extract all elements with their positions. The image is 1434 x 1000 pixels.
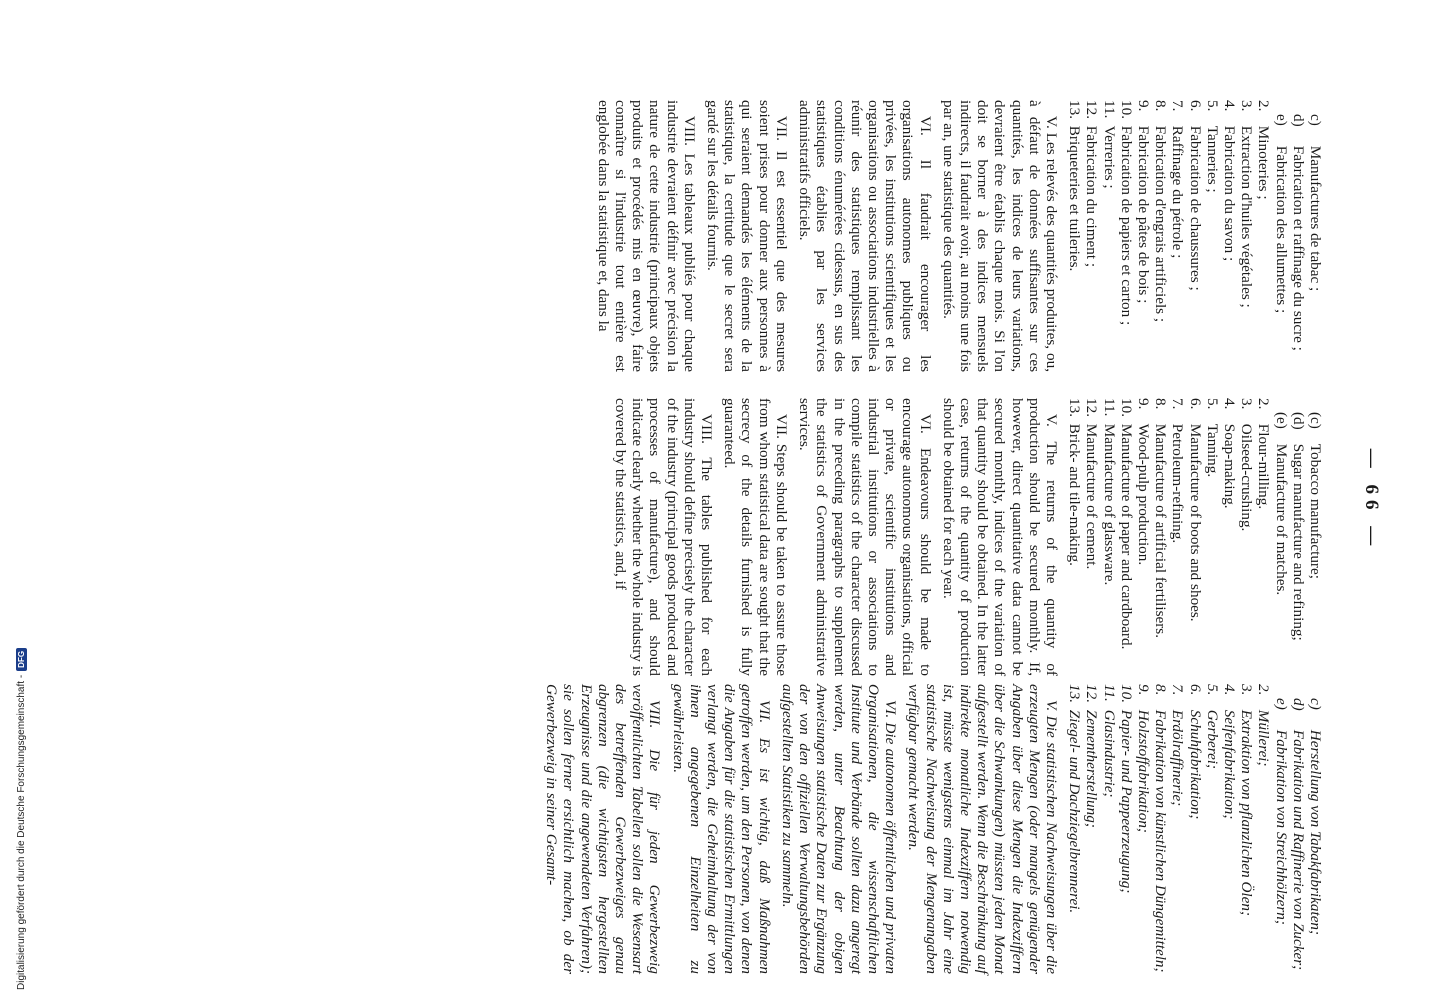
list-item xyxy=(1186,100,1203,372)
item-label: Petroleum-refining. xyxy=(1169,423,1187,544)
list-item xyxy=(1066,398,1083,676)
item-number: 12. xyxy=(1083,684,1101,703)
item-number: 2. xyxy=(1255,684,1273,696)
item-number: 8. xyxy=(1152,100,1170,112)
item-label: Fabrication de pâtes de bois ; xyxy=(1134,125,1152,304)
item-number: 6. xyxy=(1186,398,1204,410)
item-label: Briqueteries et tuileries. xyxy=(1066,125,1084,272)
item-label: Manufacture of glassware. xyxy=(1100,423,1118,586)
item-number: 2. xyxy=(1255,398,1273,410)
list-item xyxy=(1307,100,1324,372)
item-number: 4. xyxy=(1220,398,1238,410)
item-number: 7. xyxy=(1169,398,1187,410)
item-number: e) xyxy=(1272,698,1290,710)
item-label: Extraktion von pflanzlichen Ölen; xyxy=(1238,709,1256,917)
item-label: Soap-making. xyxy=(1220,423,1238,509)
item-label: Fabrikation von Streichhölzern; xyxy=(1272,729,1290,925)
list-item xyxy=(1066,100,1083,372)
list-item xyxy=(1152,100,1169,372)
industry-list-german xyxy=(1066,684,1324,974)
item-number: (d) xyxy=(1289,412,1307,430)
list-item xyxy=(1118,100,1135,372)
item-label: Holzstoffabrikation; xyxy=(1134,709,1152,833)
paragraph: V. Die statistischen Nachweisungen über die erzeugten Mengen (oder mangels genügender Angaben über diese Mengen die Indexziffern über die Schwankungen) müssten jeden Monat aufgestellt werden. Wenn die Beschränkung auf indirekte monatliche Indexziffern notwendig ist, müsste wenigstens einmal im Jahr eine statistische Nachweisung der Mengenangaben verfügbar gemacht werden. xyxy=(905,684,1060,974)
paragraphs-english xyxy=(612,398,1060,676)
item-label: Fabrikation und Raffinerie von Zucker; xyxy=(1289,729,1307,971)
paragraphs-german xyxy=(543,684,1060,974)
list-item xyxy=(1204,100,1221,372)
paragraphs-french xyxy=(595,100,1060,372)
paragraph: VIII. The tables published for each industry should define precisely the character of the industry (principal goods produced and processes of manufacture), and should indicate clearly whether the whole industry is covered by the statistics, and, if xyxy=(612,398,716,676)
item-label: Glasindustrie; xyxy=(1100,709,1118,798)
list-item xyxy=(1186,398,1203,676)
list-item xyxy=(1083,398,1100,676)
credit-text: Digitalisierung gefördert durch die Deutsche Forschungsgemeinschaft - xyxy=(16,674,27,990)
item-number: (c) xyxy=(1307,412,1324,429)
item-label: Manufacture of cement. xyxy=(1083,423,1101,570)
item-number: d) xyxy=(1289,114,1307,127)
item-number: 5. xyxy=(1203,684,1221,696)
list-item xyxy=(1066,684,1083,974)
item-label: Manufacture of paper and cardboard. xyxy=(1117,423,1135,650)
item-label: Müllerei; xyxy=(1255,709,1273,767)
item-number: 12. xyxy=(1083,100,1101,119)
item-label: Oilseed-crushing. xyxy=(1238,423,1256,532)
item-number: 13. xyxy=(1066,100,1084,119)
item-number: e) xyxy=(1272,114,1290,126)
paragraph: VII. Il est essentiel que des mesures soient prises pour donner aux personnes à qui seraient demandés les éléments de la statistique, la certitude que le secret sera gardé sur les détails fournis. xyxy=(704,100,790,372)
list-item xyxy=(1221,398,1238,676)
item-number: 5. xyxy=(1203,398,1221,410)
item-label: Fabrication des allumettes ; xyxy=(1272,145,1290,314)
list-item xyxy=(1118,684,1135,974)
list-item xyxy=(1169,398,1186,676)
item-number: 10. xyxy=(1117,100,1135,119)
paragraph: V. The returns of the quantity of production should be secured monthly. If, however, direct quantitative data cannot be secured monthly, indices of the variation of that quantity should be obtained. In the latter case, returns of the quantity of production should be obtained for each year. xyxy=(939,398,1060,676)
item-number: 10. xyxy=(1117,398,1135,417)
item-number: 8. xyxy=(1152,684,1170,696)
item-label: Raffinage du pétrole ; xyxy=(1169,125,1187,259)
item-label: Verreries ; xyxy=(1100,125,1118,189)
list-item xyxy=(1255,398,1272,676)
list-item xyxy=(1238,398,1255,676)
industry-list-french xyxy=(1066,100,1324,372)
item-number: 13. xyxy=(1066,398,1084,417)
item-label: Fabrication et raffinage du sucre ; xyxy=(1289,145,1307,351)
item-number: 11. xyxy=(1100,100,1118,119)
column-french xyxy=(595,100,1324,372)
item-label: Ziegel- und Dachziegelbrennerei. xyxy=(1066,709,1084,914)
paragraph: VIII. Les tableaux publiés pour chaque industrie devraient définir avec précision la nature de cette industrie (principaux objets produits et procédés mis en œuvre), faire connaître si l'industrie tout entière est englobée dans la statistique et, dans la xyxy=(594,100,698,372)
list-item xyxy=(1204,398,1221,676)
item-label: Zementherstellung; xyxy=(1083,709,1101,828)
list-item xyxy=(1100,100,1117,372)
item-label: Papier- und Pappeerzeugung; xyxy=(1117,709,1135,894)
paragraph: VI. Endeavours should be made to encourage autonomous organisations, official or private, scientific institutions and industrial institutions or associations to compile statistics of the character discussed in the preceding paragraphs to supplement the statistics of Government administrative services. xyxy=(796,398,934,676)
paragraph: V. Les relevés des quantités produites, ou, à défaut de données suffisantes sur ces quantités, les indices de leurs variations, devraient être établis chaque mois. Si l'on doit se borner à des indices mensuels indirects, il faudrait avoir, au moins une fois par an, une statistique des quantités. xyxy=(939,100,1060,372)
list-item xyxy=(1135,398,1152,676)
list-item xyxy=(1100,398,1117,676)
list-item xyxy=(1204,684,1221,974)
list-item xyxy=(1255,684,1272,974)
item-label: Flour-milling. xyxy=(1255,423,1273,510)
list-item xyxy=(1118,398,1135,676)
list-item xyxy=(1272,398,1289,676)
list-item xyxy=(1255,100,1272,372)
item-number: 2. xyxy=(1255,100,1273,112)
item-label: Tobacco manufacture; xyxy=(1307,443,1324,579)
list-item xyxy=(1238,100,1255,372)
item-label: Tanning. xyxy=(1203,423,1221,478)
item-number: 11. xyxy=(1100,684,1118,702)
item-number: c) xyxy=(1307,698,1324,710)
list-item xyxy=(1290,100,1307,372)
item-label: Wood-pulp production. xyxy=(1134,423,1152,566)
item-number: 3. xyxy=(1238,100,1256,112)
item-number: 12. xyxy=(1083,398,1101,417)
list-item xyxy=(1238,684,1255,974)
item-number: 13. xyxy=(1066,684,1084,703)
paragraph: VI. Il faudrait encourager les organisations autonomes publiques ou privées, les institutions scientifiques et les organisations ou associations industrielles à réunir des statistiques remplissant les conditions énumérées cidessus, en sus des statistiques établies par les services administratifs officiels. xyxy=(796,100,934,372)
page-number: — 66 — xyxy=(1361,448,1382,552)
item-label: Fabrication de chaussures ; xyxy=(1186,125,1204,291)
paragraph: VI. Die autonomen öffentlichen und privaten Organisationen, die wissenschaftlichen Institute und Verbände sollten dazu angeregt werden, unter Beachtung der obigen Anweisungen statistische Daten zur Ergänzung der von den offiziellen Verwaltungsbehörden aufgestellten Statistiken zu sammeln. xyxy=(778,684,900,974)
item-number: 4. xyxy=(1220,100,1238,112)
item-number: 8. xyxy=(1152,398,1170,410)
item-number: 3. xyxy=(1238,684,1256,696)
list-item xyxy=(1186,684,1203,974)
item-label: Manufacture of boots and shoes. xyxy=(1186,423,1204,622)
item-label: Fabrication de papiers et carton ; xyxy=(1117,125,1135,326)
item-label: Erdölraffinerie; xyxy=(1169,709,1187,807)
item-number: 4. xyxy=(1220,684,1238,696)
list-item xyxy=(1221,100,1238,372)
item-label: Manufacture of matches. xyxy=(1272,443,1290,596)
item-label: Brick- and tile-making. xyxy=(1066,423,1084,566)
item-number: 10. xyxy=(1117,684,1135,703)
item-number: d) xyxy=(1289,698,1307,711)
item-label: Extraction d'huiles végétales ; xyxy=(1238,125,1256,308)
item-label: Fabrication d'engrais artificiels ; xyxy=(1152,125,1170,323)
item-label: Fabrication du savon ; xyxy=(1220,125,1238,262)
list-item xyxy=(1083,100,1100,372)
list-item xyxy=(1272,684,1289,974)
item-label: Schuhfabrikation; xyxy=(1186,709,1204,820)
list-item xyxy=(1169,684,1186,974)
list-item xyxy=(1290,684,1307,974)
item-label: Manufactures de tabac ; xyxy=(1307,145,1324,292)
item-number: 9. xyxy=(1134,398,1152,410)
list-item xyxy=(1100,684,1117,974)
paragraph: VII. Es ist wichtig, daß Maßnahmen getroffen werden, um den Personen, von denen die Angaben für die statistischen Ermittlungen verlangt werden, die Geheimhaltung der von ihnen angegebenen Einzelheiten zu gewährleisten. xyxy=(669,684,773,974)
item-number: 7. xyxy=(1169,100,1187,112)
paragraph: VIII. Die für jeden Gewerbezweig veröffentlichten Tabellen sollen die Wesensart des betreffenden Gewerbezweiges genau abgrenzen (die wichtigsten hergestellten Erzeugnisse und die angewendeten Verfahren); sie sollen ferner ersichtlich machen, ob der Gewerbezweig in seiner Gesamt- xyxy=(543,684,664,974)
list-item xyxy=(1135,100,1152,372)
dfg-logo: DFG xyxy=(16,648,27,671)
item-number: 5. xyxy=(1203,100,1221,112)
item-number: 7. xyxy=(1169,684,1187,696)
item-label: Seifenfabrikation; xyxy=(1220,709,1238,820)
item-label: Herstellung von Tabakfabrikaten; xyxy=(1307,729,1324,936)
item-number: 11. xyxy=(1100,398,1118,417)
list-item xyxy=(1135,684,1152,974)
item-label: Tanneries ; xyxy=(1203,125,1221,193)
item-label: Minoteries ; xyxy=(1255,125,1273,200)
item-number: 9. xyxy=(1134,100,1152,112)
list-item xyxy=(1152,684,1169,974)
item-number: (e) xyxy=(1272,412,1290,429)
item-label: Gerberei; xyxy=(1203,709,1221,770)
column-english xyxy=(612,398,1324,676)
paragraph: VII. Steps should be taken to assure those from whom statistical data are sought that the secrecy of the details furnished is fully guaranteed. xyxy=(721,398,790,676)
column-german xyxy=(543,684,1324,974)
list-item xyxy=(1307,398,1324,676)
list-item xyxy=(1272,100,1289,372)
list-item xyxy=(1169,100,1186,372)
list-item xyxy=(1083,684,1100,974)
item-number: 3. xyxy=(1238,398,1256,410)
list-item xyxy=(1290,398,1307,676)
item-label: Sugar manufacture and refining; xyxy=(1289,443,1307,641)
item-label: Fabrikation von künstlichen Düngemitteln; xyxy=(1152,709,1170,973)
item-number: c) xyxy=(1307,114,1324,126)
item-number: 9. xyxy=(1134,684,1152,696)
industry-list-english xyxy=(1066,398,1324,676)
list-item xyxy=(1307,684,1324,974)
list-item xyxy=(1152,398,1169,676)
item-label: Fabrication du ciment ; xyxy=(1083,125,1101,268)
item-number: 6. xyxy=(1186,100,1204,112)
item-number: 6. xyxy=(1186,684,1204,696)
list-item xyxy=(1221,684,1238,974)
item-label: Manufacture of artificial fertilisers. xyxy=(1152,423,1170,639)
